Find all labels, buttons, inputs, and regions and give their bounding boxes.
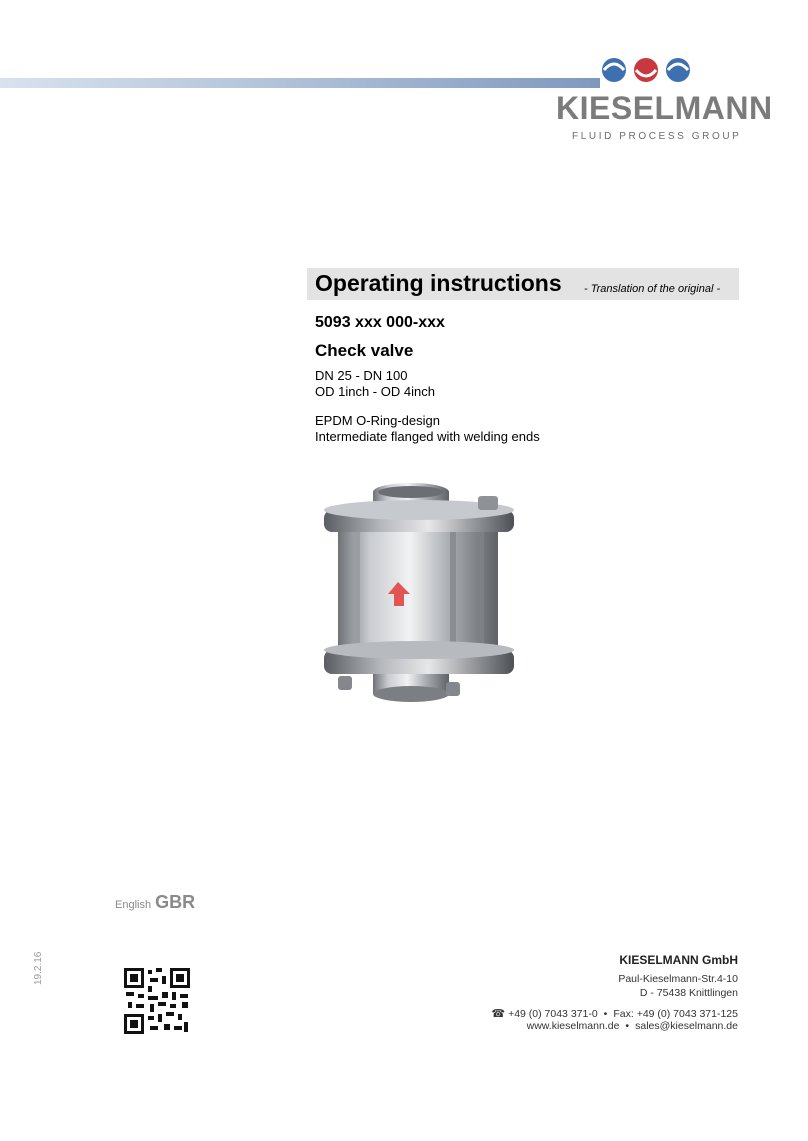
fax-number: Fax: +49 (0) 7043 371-125: [613, 1008, 738, 1020]
company-city: D - 75438 Knittlingen: [639, 987, 738, 999]
company-street: Paul-Kieselmann-Str.4-10: [618, 973, 738, 985]
telephone-icon: ☎: [491, 1008, 506, 1020]
kieselmann-logo-icon: [600, 52, 692, 86]
website-link[interactable]: www.kieselmann.de: [526, 1020, 620, 1032]
brand-name: KIESELMANN: [556, 90, 773, 126]
design-line: Intermediate flanged with welding ends: [315, 429, 540, 444]
translation-note: - Translation of the original -: [584, 283, 721, 295]
bullet-separator: •: [603, 1008, 608, 1020]
contact-web-email: [527, 1020, 738, 1032]
check-valve-image: [318, 478, 524, 704]
phone-number: +49 (0) 7043 371-0: [508, 1008, 598, 1020]
product-name: Check valve: [315, 341, 414, 360]
qr-code-icon: [124, 968, 190, 1034]
design-line: EPDM O-Ring-design: [315, 413, 440, 428]
document-title: Operating instructions: [315, 270, 562, 296]
bullet-separator: •: [625, 1020, 630, 1032]
language-code: GBR: [155, 892, 196, 912]
language-tag: [115, 892, 195, 913]
spec-line: OD 1inch - OD 4inch: [315, 384, 435, 399]
contact-phone-fax: [491, 1007, 738, 1020]
language-label: English: [115, 899, 152, 911]
brand-tagline: FLUID PROCESS GROUP: [572, 131, 742, 142]
part-number: 5093 xxx 000-xxx: [315, 314, 445, 331]
spec-line: DN 25 - DN 100: [315, 368, 408, 383]
company-name: KIESELMANN GmbH: [619, 953, 738, 967]
email-link[interactable]: sales@kieselmann.de: [635, 1020, 738, 1032]
document-date: 19.2.16: [33, 951, 44, 985]
header-rule: [0, 78, 600, 88]
